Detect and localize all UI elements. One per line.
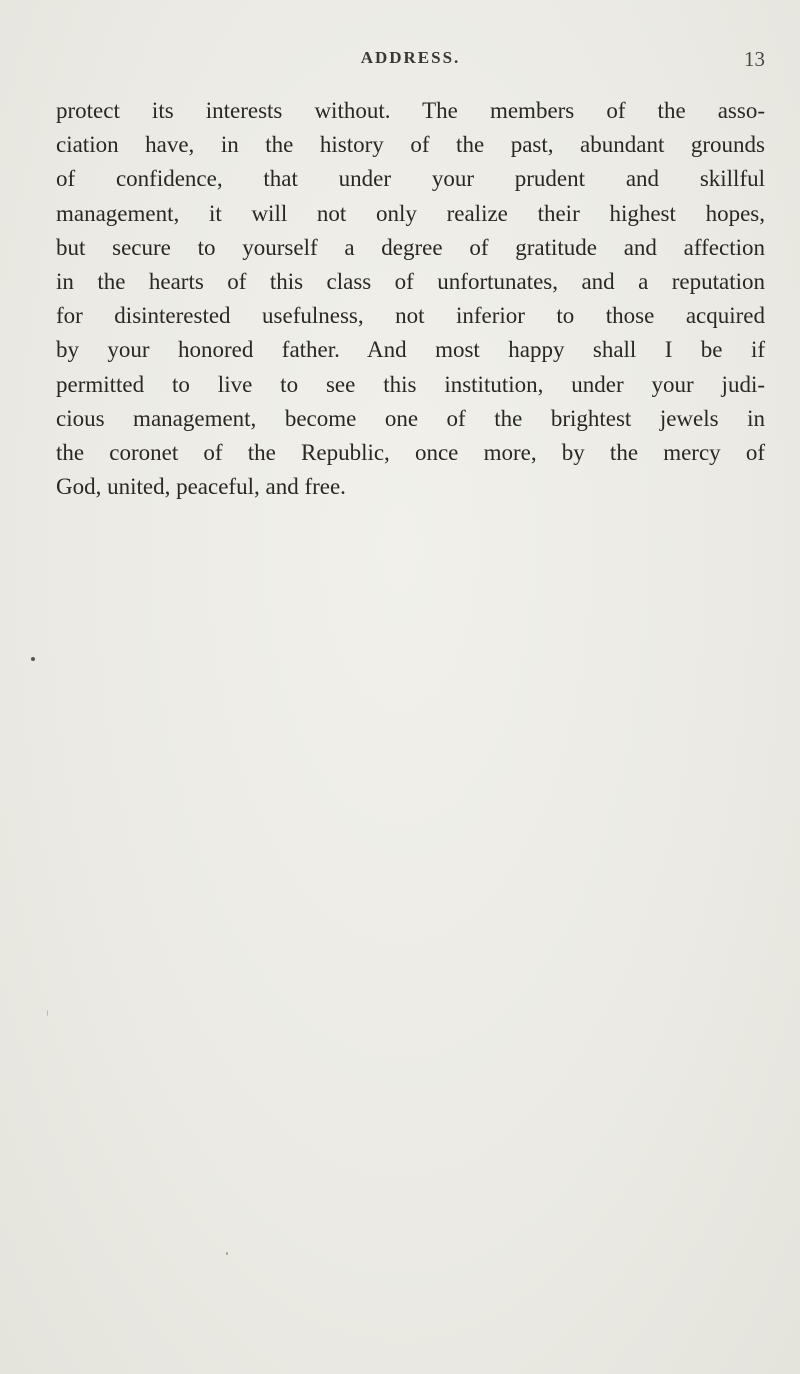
text-line: permitted to live to see this institution, under your judi-	[56, 371, 765, 397]
text-line: God, united, peaceful, and free.	[56, 474, 346, 500]
text-line: protect its interests without. The members of the asso-	[56, 98, 765, 123]
running-title: ADDRESS.	[360, 48, 461, 67]
text-line: of confidence, that under your prudent and skillful	[56, 166, 765, 192]
text-line: in the hearts of this class of unfortunates, and a reputation	[56, 268, 765, 294]
page-number: 13	[744, 47, 765, 71]
text-line: management, it will not only realize their highest hopes,	[56, 200, 765, 226]
text-line: by your honored father. And most happy shall I be if	[56, 337, 765, 363]
running-head	[56, 48, 765, 84]
paper-speck	[47, 1010, 48, 1016]
paper-speck	[226, 1252, 228, 1255]
paper-speck	[31, 657, 35, 661]
text-line: for disinterested usefulness, not inferior to those acquired	[56, 303, 765, 329]
text-line: cious management, become one of the brightest jewels in	[56, 405, 765, 431]
body-paragraph	[56, 94, 765, 504]
text-line: but secure to yourself a degree of gratitude and affection	[56, 234, 765, 260]
text-line: the coronet of the Republic, once more, by the mercy of	[56, 439, 765, 465]
text-line: ciation have, in the history of the past, abundant grounds	[56, 132, 765, 158]
